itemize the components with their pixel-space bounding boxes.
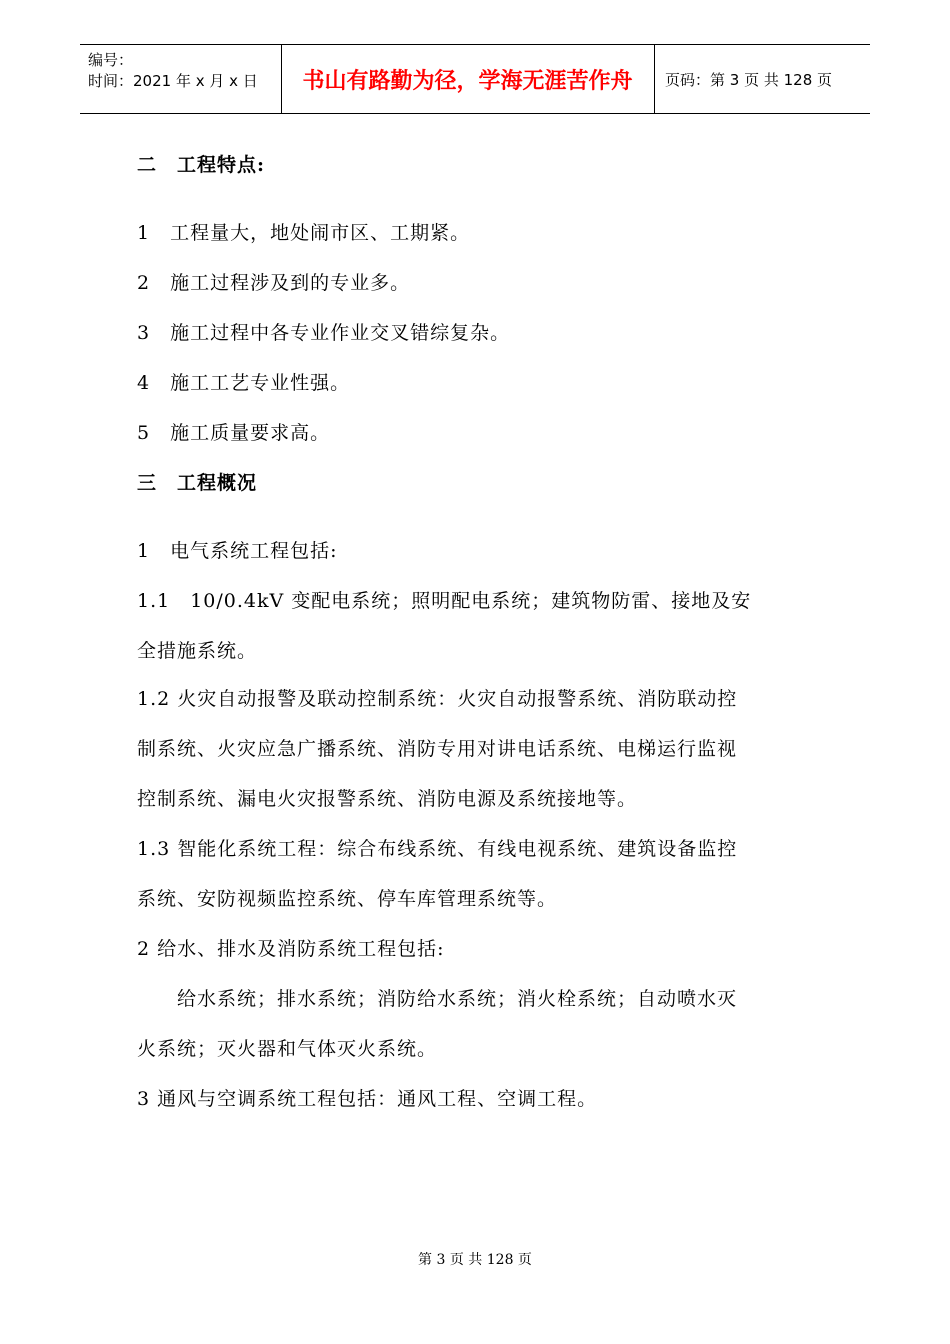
list-item: 4 施工工艺专业性强。 <box>137 372 351 394</box>
body-line: 2 给水、排水及消防系统工程包括: <box>137 938 445 960</box>
section-title-overview: 三 工程概况 <box>137 472 258 494</box>
body-line: 1.1 10/0.4kV 变配电系统；照明配电系统；建筑物防雷、接地及安 <box>137 590 752 612</box>
page-footer: 第 3 页 共 128 页 <box>418 1252 532 1268</box>
body-line: 1.2 火灾自动报警及联动控制系统：火灾自动报警系统、消防联动控 <box>137 688 738 710</box>
document-number-label: 编号： <box>88 51 134 69</box>
body-line: 控制系统、漏电火灾报警系统、消防电源及系统接地等。 <box>137 788 638 810</box>
list-item: 5 施工质量要求高。 <box>137 422 331 444</box>
header-divider-2 <box>654 44 655 114</box>
body-line: 3 通风与空调系统工程包括：通风工程、空调工程。 <box>137 1088 598 1110</box>
header-motto: 书山有路勤为径，学海无涯苦作舟 <box>302 68 633 94</box>
list-item: 1 工程量大，地处闹市区、工期紧。 <box>137 222 471 244</box>
section-title-features: 二 工程特点: <box>137 154 266 176</box>
body-line: 系统、安防视频监控系统、停车库管理系统等。 <box>137 888 558 910</box>
body-line: 全措施系统。 <box>137 640 258 662</box>
body-line: 1.3 智能化系统工程：综合布线系统、有线电视系统、建筑设备监控 <box>137 838 738 860</box>
body-line: 火系统；灭火器和气体灭火系统。 <box>137 1038 438 1060</box>
body-line: 1 电气系统工程包括: <box>137 540 338 562</box>
body-line: 制系统、火灾应急广播系统、消防专用对讲电话系统、电梯运行监视 <box>137 738 738 760</box>
body-line: 给水系统；排水系统；消防给水系统；消火栓系统；自动喷水灭 <box>137 988 738 1010</box>
header-page-info: 页码：第 3 页 共 128 页 <box>665 70 833 89</box>
document-date: 时间：2021 年 x 月 x 日 <box>88 72 258 90</box>
list-item: 2 施工过程涉及到的专业多。 <box>137 272 411 294</box>
page-header <box>80 44 870 114</box>
header-meta <box>88 50 258 92</box>
list-item: 3 施工过程中各专业作业交叉错综复杂。 <box>137 322 511 344</box>
